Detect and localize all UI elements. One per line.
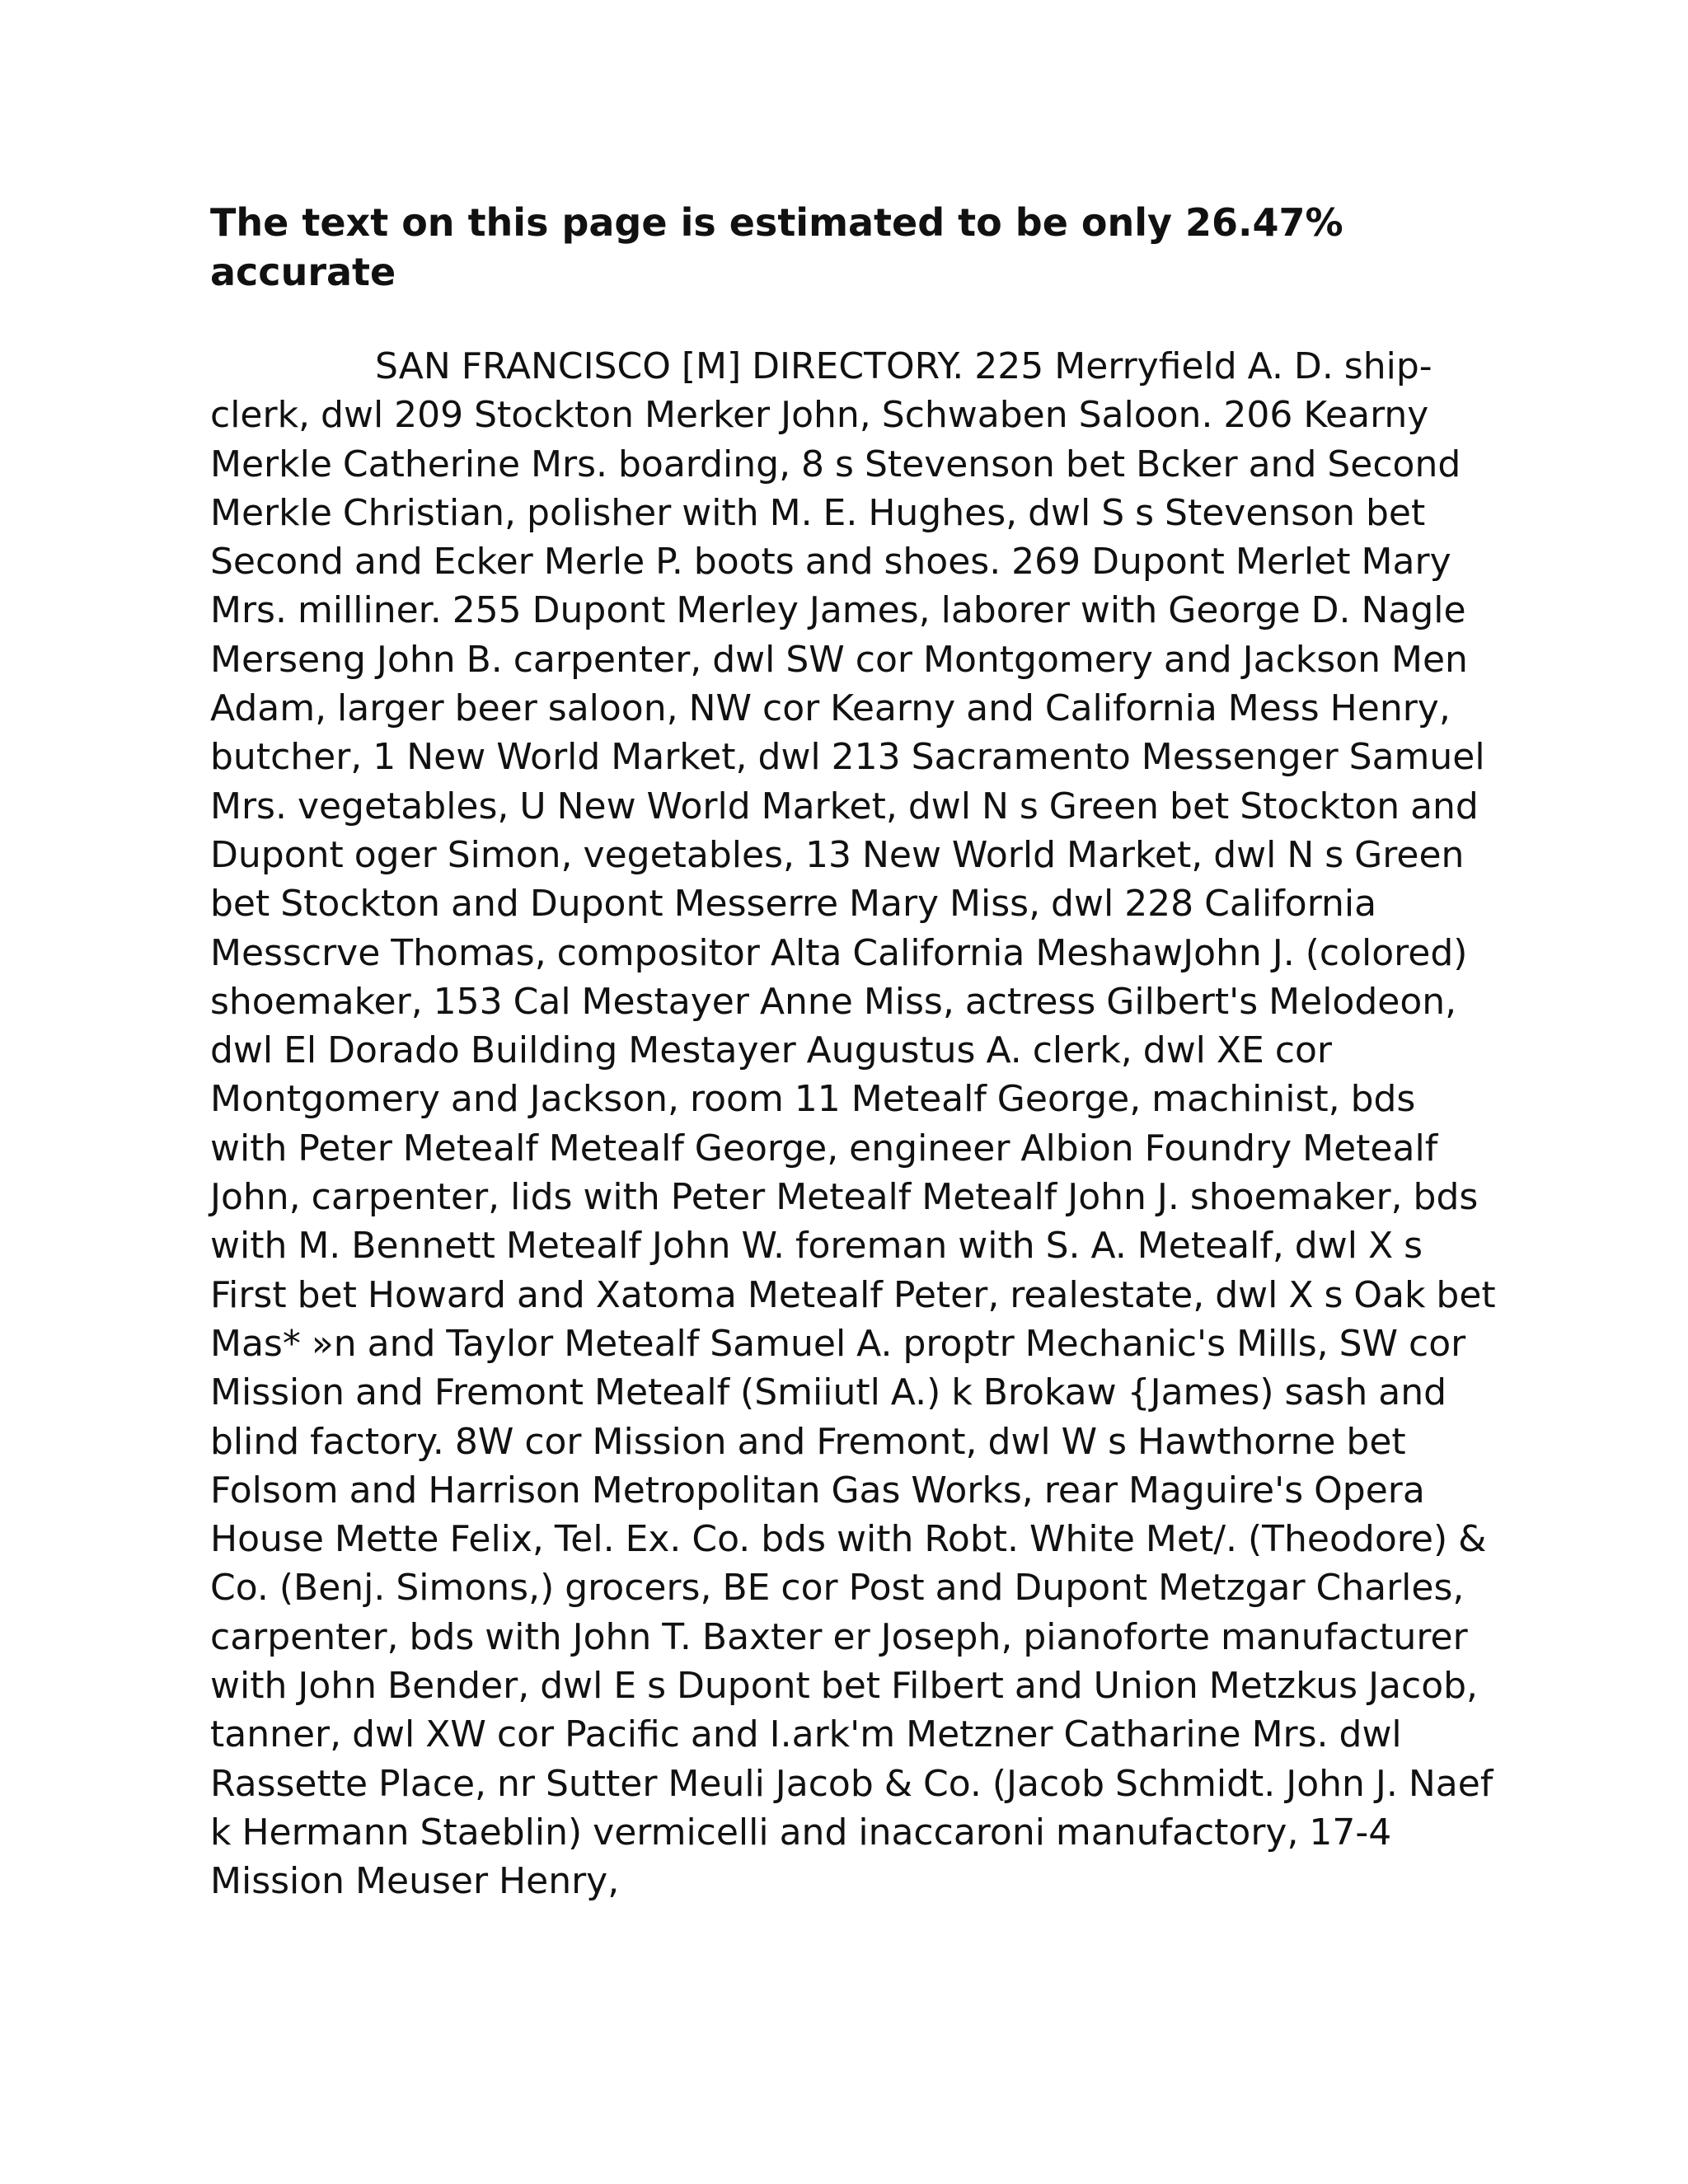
document-page — [210, 198, 1496, 1906]
ocr-body-text: SAN FRANCISCO [M] DIRECTORY. 225 Merryfield A. D. ship-clerk, dwl 209 Stockton Merker John, Schwaben Saloon. 206 Kearny Merkle Catherine Mrs. boarding, 8 s Stevenson bet Bcker and Second Merkle Christian, polisher with M. E. Hughes, dwl S s Stevenson bet Second and Ecker Merle P. boots and shoes. 269 Dupont Merlet Mary Mrs. milliner. 255 Dupont Merley James, laborer with George D. Nagle Merseng John B. carpenter, dwl SW cor Montgomery and Jackson Men Adam, larger beer saloon, NW cor Kearny and California Mess Henry, butcher, 1 New World Market, dwl 213 Sacramento Messenger Samuel Mrs. vegetables, U New World Market, dwl N s Green bet Stockton and Dupont oger Simon, vegetables, 13 New World Market, dwl N s Green bet Stockton and Dupont Messerre Mary Miss, dwl 228 California Messcrve Thomas, compositor Alta California MeshawJohn J. (colored) shoemaker, 153 Cal Mestayer Anne Miss, actress Gilbert's Melodeon, dwl El Dorado Building Mestayer Augustus A. clerk, dwl XE cor Montgomery and Jackson, room 11 Metealf George, machinist, bds with Peter Metealf Metealf George, engineer Albion Foundry Metealf John, carpenter, lids with Peter Metealf Metealf John J. shoemaker, bds with M. Bennett Metealf John W. foreman with S. A. Metealf, dwl X s First bet Howard and Xatoma Metealf Peter, realestate, dwl X s Oak bet Mas* »n and Taylor Metealf Samuel A. proptr Mechanic's Mills, SW cor Mission and Fremont Metealf (Smiiutl A.) k Brokaw {James) sash and blind factory. 8W cor Mission and Fremont, dwl W s Hawthorne bet Folsom and Harrison Metropolitan Gas Works, rear Maguire's Opera House Mette Felix, Tel. Ex. Co. bds with Robt. White Met/. (Theodore) & Co. (Benj. Simons,) grocers, BE cor Post and Dupont Metzgar Charles, carpenter, bds with John T. Baxter er Joseph, pianoforte manufacturer with John Bender, dwl E s Dupont bet Filbert and Union Metzkus Jacob, tanner, dwl XW cor Pacific and I.ark'm Metzner Catharine Mrs. dwl Rassette Place, nr Sutter Meuli Jacob & Co. (Jacob Schmidt. John J. Naef k Hermann Staeblin) vermicelli and inaccaroni manufactory, 17-4 Mission Meuser Henry, — [210, 345, 1496, 1903]
accuracy-notice-heading: The text on this page is estimated to be only 26.47% accurate — [210, 200, 1343, 294]
